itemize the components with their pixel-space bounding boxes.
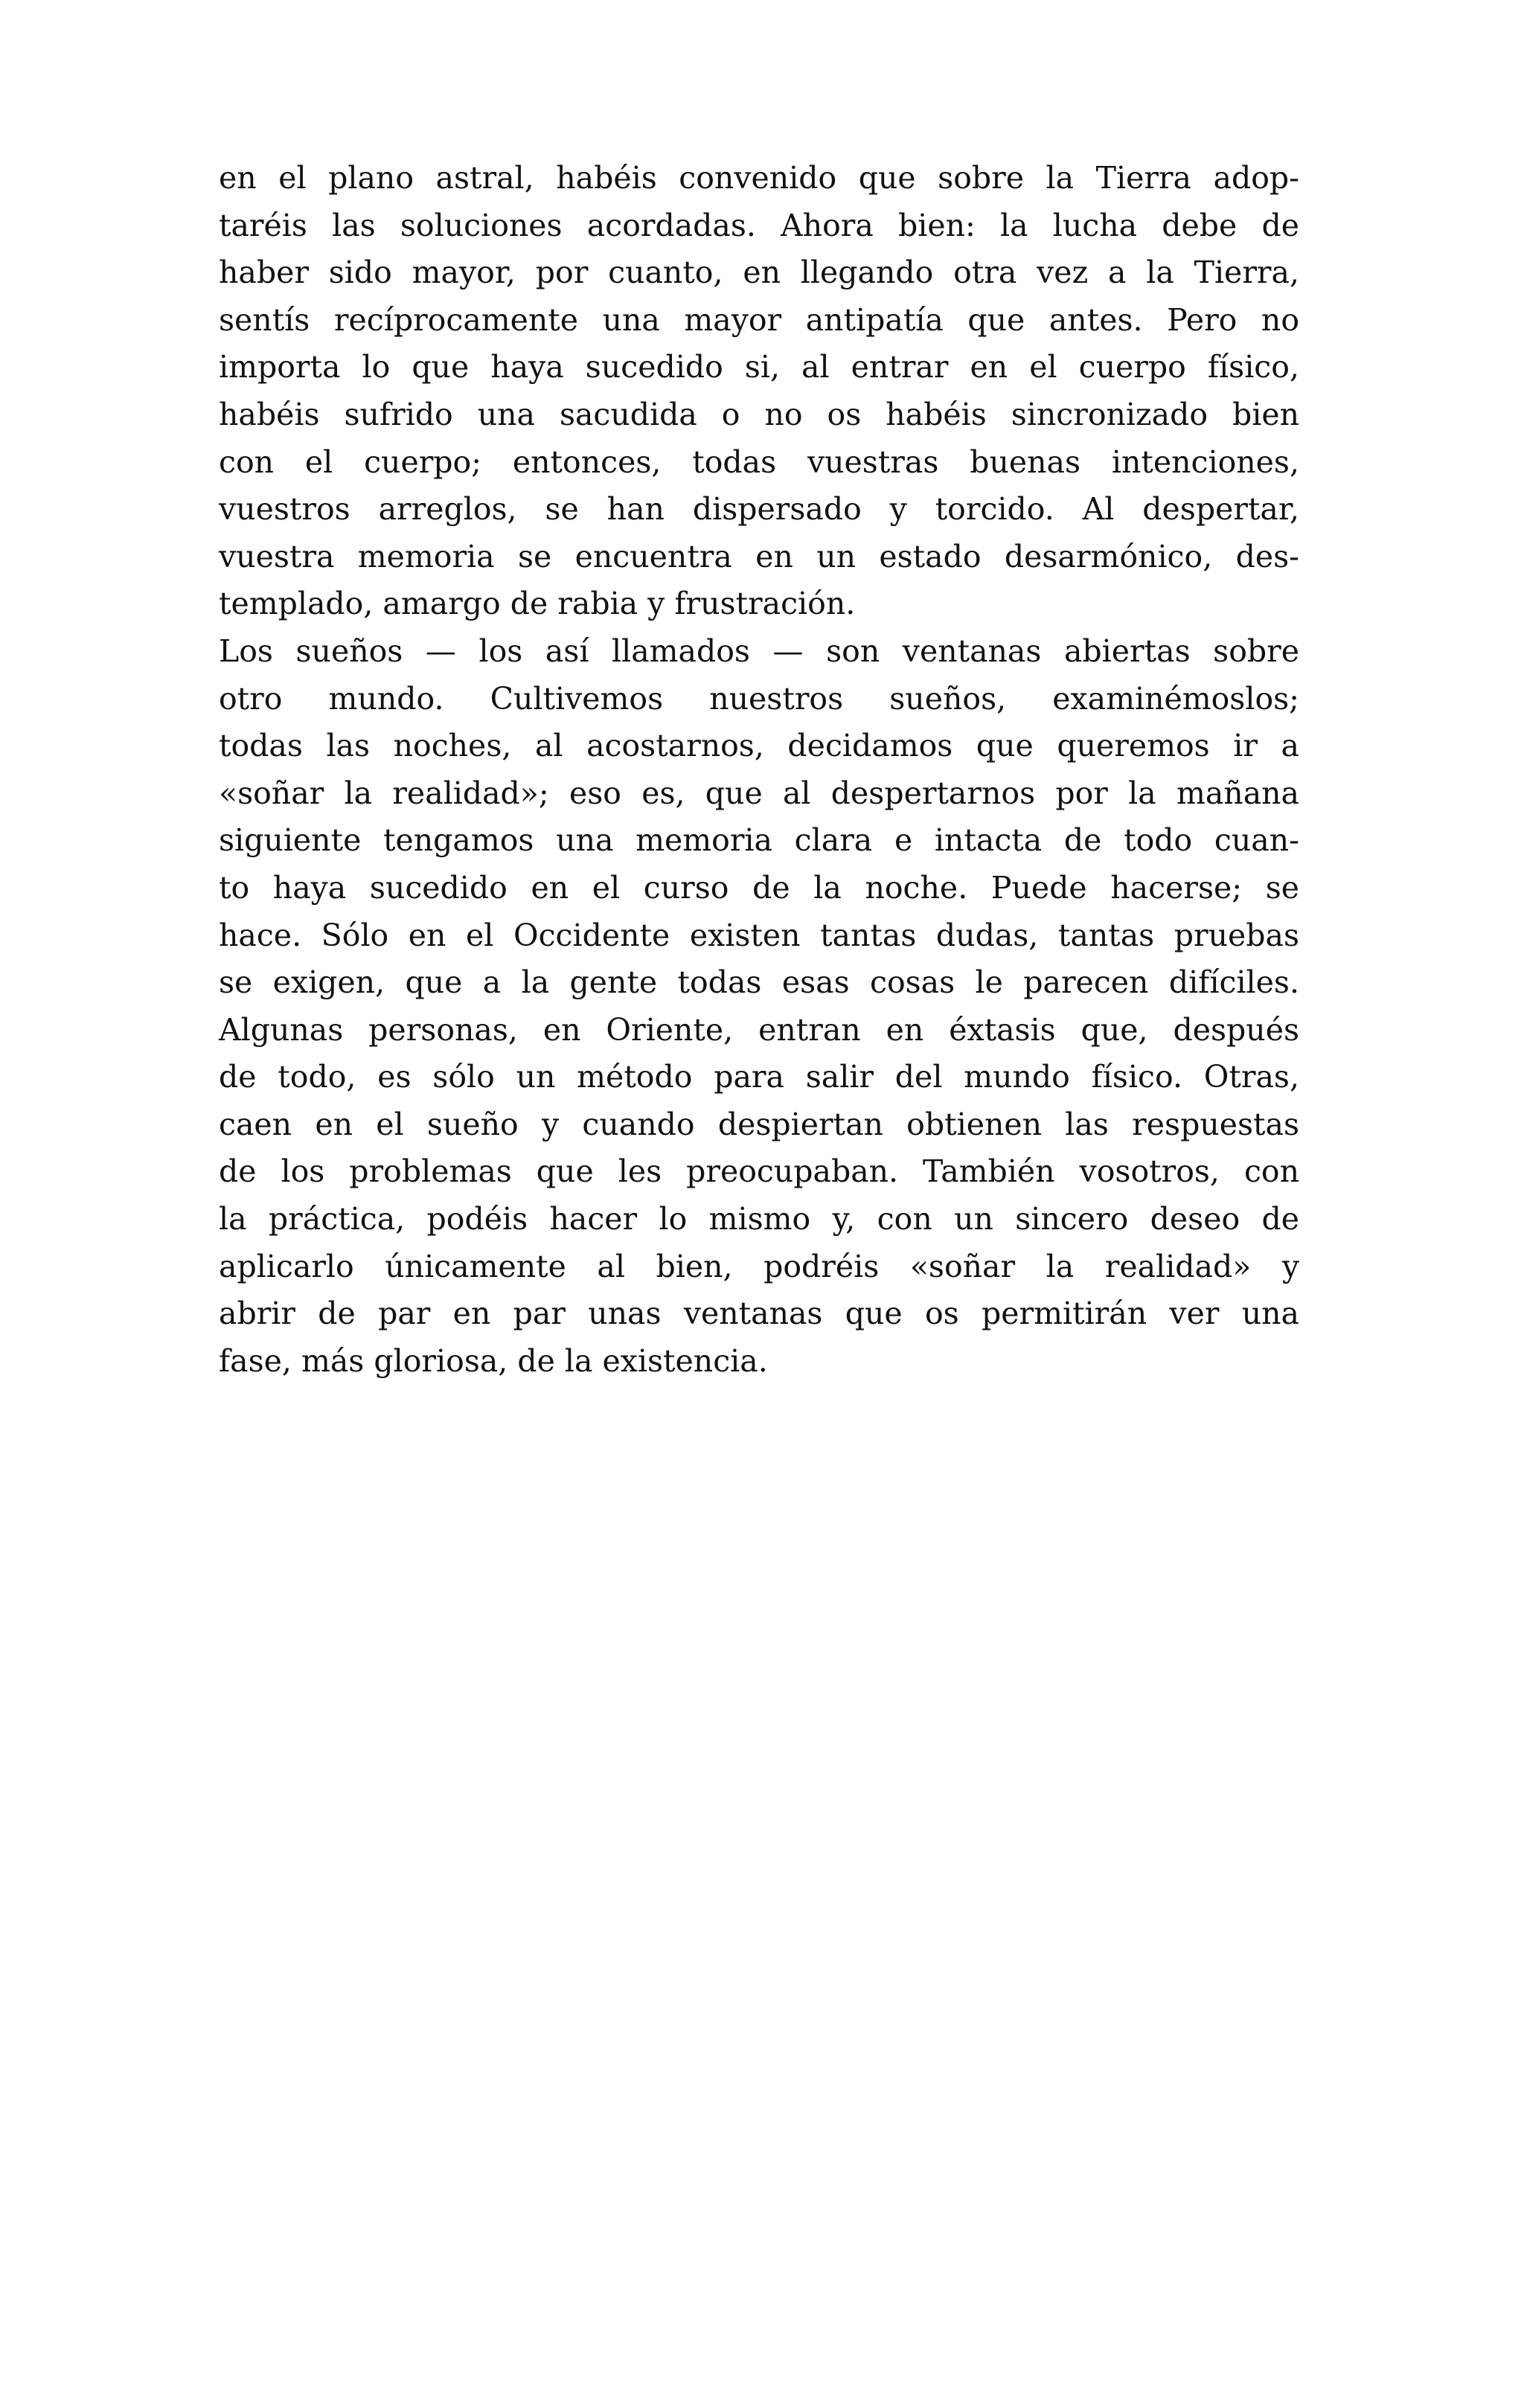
text-line: templado, amargo de rabia y frustración. [219,586,856,622]
text-line: se exigen, que a la gente todas esas cosas le parecen difíciles. [219,964,1299,1001]
text-line: caen en el sueño y cuando despiertan obtienen las respuestas [219,1106,1299,1142]
text-line: de todo, es sólo un método para salir del mundo físico. Otras, [219,1059,1299,1095]
text-line: sentís recíprocamente una mayor antipatía que antes. Pero no [219,301,1299,338]
text-line: importa lo que haya sucedido si, al entrar en el cuerpo físico, [219,349,1299,385]
text-line: aplicarlo únicamente al bien, podréis «soñar la realidad» y [219,1248,1299,1284]
text-line: vuestra memoria se encuentra en un estado desarmónico, des- [219,538,1299,574]
text-line: hace. Sólo en el Occidente existen tantas dudas, tantas pruebas [219,917,1299,953]
text-line: vuestros arreglos, se han dispersado y torcido. Al despertar, [219,491,1299,528]
text-line: fase, más gloriosa, de la existencia. [219,1342,768,1379]
text-line: «soñar la realidad»; eso es, que al despertarnos por la mañana [219,775,1299,811]
text-line: haber sido mayor, por cuanto, en llegando otra vez a la Tierra, [219,254,1299,291]
text-line: en el plano astral, habéis convenido que sobre la Tierra adop- [219,160,1299,196]
text-line: habéis sufrido una sacudida o no os habéis sincronizado bien [219,396,1299,432]
text-line: Los sueños — los así llamados — son ventanas abiertas sobre [219,633,1299,669]
text-line: todas las noches, al acostarnos, decidamos que queremos ir a [219,728,1299,764]
text-line: con el cuerpo; entonces, todas vuestras buenas intenciones, [219,444,1299,480]
paragraph [219,155,1299,628]
body-text [219,155,1299,1385]
text-line: siguiente tengamos una memoria clara e intacta de todo cuan- [219,822,1299,859]
text-line: to haya sucedido en el curso de la noche. Puede hacerse; se [219,869,1299,906]
text-line: la práctica, podéis hacer lo mismo y, con un sincero deseo de [219,1201,1299,1237]
paragraph [219,628,1299,1386]
text-line: abrir de par en par unas ventanas que os permitirán ver una [219,1296,1299,1332]
text-line: de los problemas que les preocupaban. También vosotros, con [219,1153,1299,1190]
text-line: Algunas personas, en Oriente, entran en éxtasis que, después [219,1011,1299,1048]
text-line: taréis las soluciones acordadas. Ahora bien: la lucha debe de [219,207,1299,243]
text-line: otro mundo. Cultivemos nuestros sueños, examinémoslos; [219,680,1299,717]
